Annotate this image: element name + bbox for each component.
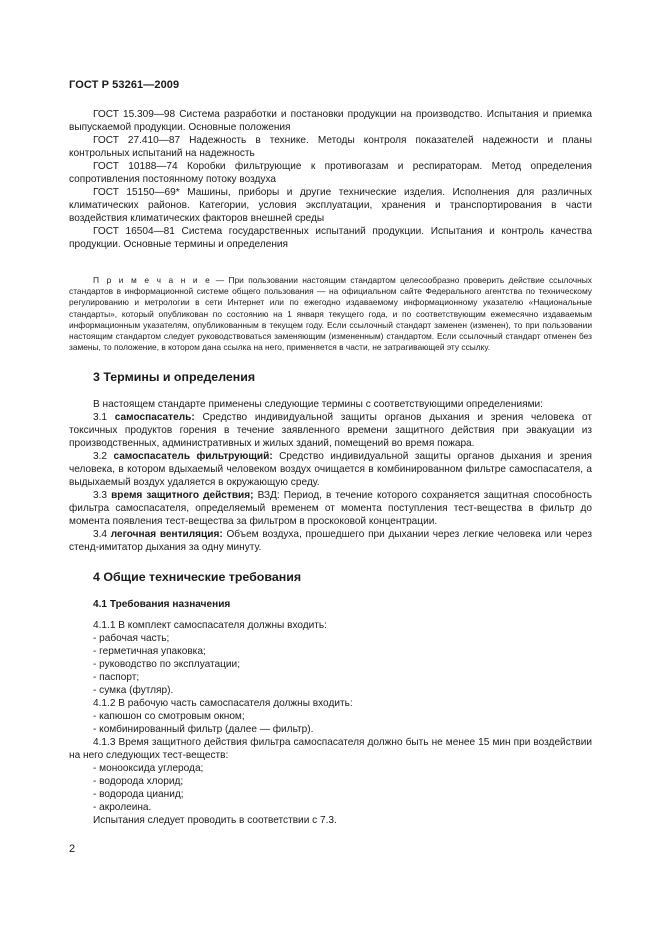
reference-item: ГОСТ 15.309—98 Система разработки и постановки продукции на производство. Испытания и приемка выпускаемой продукции. Основные положения bbox=[69, 109, 592, 133]
reference-item: ГОСТ 10188—74 Коробки фильтрующие к противогазам и респираторам. Метод определения сопротивления постоянному потоку воздуха bbox=[69, 161, 592, 185]
term-name: легочная вентиляция: bbox=[110, 529, 223, 540]
list-item: - монооксида углерода; bbox=[93, 763, 204, 774]
list-item: - комбинированный фильтр (далее — фильтр). bbox=[93, 724, 314, 735]
term-definition: 3.4 легочная вентиляция: Объем воздуха, прошедшего при дыхании через легкие человека или через стенд-имитатор дыхания за одну минуту. bbox=[69, 529, 593, 553]
list-item: - сумка (футляр). bbox=[93, 685, 174, 696]
list-item: - водорода цианид; bbox=[93, 789, 184, 800]
note-paragraph bbox=[69, 275, 592, 353]
note-label: П р и м е ч а н и е bbox=[93, 275, 212, 285]
section-4-heading: 4 Общие технические требования bbox=[93, 570, 302, 584]
section-3-body bbox=[69, 398, 592, 554]
term-name: самоспасатель: bbox=[114, 412, 195, 423]
list-item: - рабочая часть; bbox=[93, 633, 170, 644]
section-4-body bbox=[69, 619, 592, 827]
reference-item: ГОСТ 27.410—87 Надежность в технике. Методы контроля показателей надежности и планы контрольных испытаний на надежность bbox=[69, 135, 592, 159]
list-item: - водорода хлорид; bbox=[93, 776, 184, 787]
paragraph-4-1-2: 4.1.2 В рабочую часть самоспасателя должны входить: bbox=[93, 698, 353, 709]
list-item: - паспорт; bbox=[93, 672, 140, 683]
paragraph-tests: Испытания следует проводить в соответствии с 7.3. bbox=[93, 815, 337, 826]
term-name: время защитного действия; bbox=[111, 490, 254, 501]
term-name: самоспасатель фильтрующий: bbox=[113, 451, 273, 462]
section-4-1-heading: 4.1 Требования назначения bbox=[93, 599, 231, 610]
section-3-heading: 3 Термины и определения bbox=[93, 370, 256, 384]
list-item: - капюшон со смотровым окном; bbox=[93, 711, 245, 722]
term-definition: 3.3 время защитного действия; ВЗД: Период, в течение которого сохраняется защитная способность фильтра самоспасателя, определяемый временем от момента поступления тест-вещества в фильтр до момента появления тест-вещества за фильтром в проскоковой концентрации. bbox=[69, 490, 592, 527]
references-list bbox=[69, 108, 592, 251]
list-item: - руководство по эксплуатации; bbox=[93, 659, 240, 670]
note-text: — При пользовании настоящим стандартом целесообразно проверить действие ссылочных стандартов в информационной системе общего пользования — на официальном сайте Федерального агентства по техническому регулированию и метрологии в сети Интернет или по ежегодно издаваемому информационному указателю «Национальные стандарты», который опубликован по состоянию на 1 января текущего года, и по соответствующим ежемесячно издаваемым информационным указателям, опубликованным в текущем году. Если ссылочный стандарт заменен (изменен), то при пользовании настоящим стандартом следует руководствоваться заменяющим (измененным) стандартом. Если ссылочный стандарт отменен без замены, то положение, в котором дана ссылка на него, применяется в части, не затрагивающей эту ссылку. bbox=[69, 275, 592, 353]
reference-item: ГОСТ 15150—69* Машины, приборы и другие технические изделия. Исполнения для различных климатических районов. Категории, условия эксплуатации, хранения и транспортирования в части воздействия климатических факторов внешней среды bbox=[69, 187, 592, 224]
page-number: 2 bbox=[69, 843, 76, 855]
section-3-intro: В настоящем стандарте применены следующие термины с соответствующими определениями: bbox=[93, 399, 543, 410]
document-header: ГОСТ Р 53261—2009 bbox=[69, 79, 180, 91]
list-item: - акролеина. bbox=[93, 802, 152, 813]
paragraph-4-1-1: 4.1.1 В комплект самоспасателя должны входить: bbox=[93, 620, 327, 631]
list-item: - герметичная упаковка; bbox=[93, 646, 206, 657]
reference-item: ГОСТ 16504—81 Система государственных испытаний продукции. Испытания и контроль качества продукции. Основные термины и определения bbox=[69, 226, 592, 250]
term-definition: 3.2 самоспасатель фильтрующий: Средство индивидуальной защиты органов дыхания и зрения человека, в котором вдыхаемый человеком воздух очищается в комбинированном фильтре самоспасателя, а выдыхаемый воздух удаляется в окружающую среду. bbox=[69, 451, 592, 488]
paragraph-4-1-3: 4.1.3 Время защитного действия фильтра самоспасателя должно быть не менее 15 мин при воздействии на него следующих тест-веществ: bbox=[69, 737, 592, 761]
term-definition: 3.1 самоспасатель: Средство индивидуальной защиты органов дыхания и зрения человека от токсичных продуктов горения в течение заявленного времени защитного действия при эвакуации из производственных, административных и жилых зданий, помещений во время пожара. bbox=[69, 412, 592, 449]
